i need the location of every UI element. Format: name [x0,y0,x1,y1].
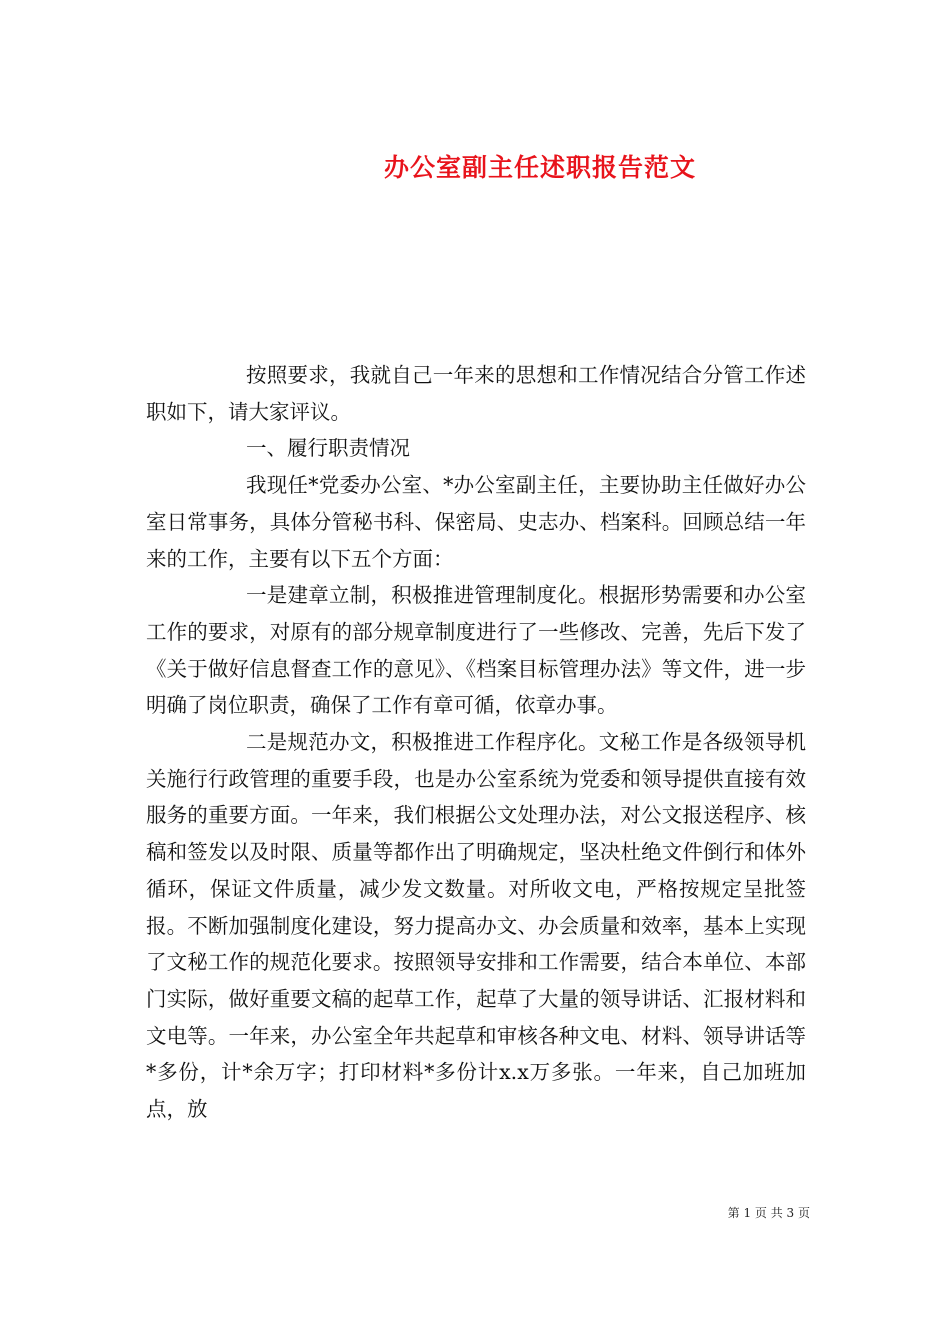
document-body [146,357,806,1128]
paragraph-standardize-documents: 二是规范办文，积极推进工作程序化。文秘工作是各级领导机关施行行政管理的重要手段，也是办公室系统为党委和领导提供直接有效服务的重要方面。一年来，我们根据公文处理办法，对公文报送程序、核稿和签发以及时限、质量等都作出了明确规定，坚决杜绝文件倒行和体外循环，保证文件质量，减少发文数量。对所收文电，严格按规定呈批签报。不断加强制度化建设，努力提高办文、办会质量和效率，基本上实现了文秘工作的规范化要求。按照领导安排和工作需要，结合本单位、本部门实际，做好重要文稿的起草工作，起草了大量的领导讲话、汇报材料和文电等。一年来，办公室全年共起草和审核各种文电、材料、领导讲话等*多份，计*余万字；打印材料*多份计x.x万多张。一年来，自己加班加点，放 [146,730,806,1122]
paragraph-rules-system: 一是建章立制，积极推进管理制度化。根据形势需要和办公室工作的要求，对原有的部分规章制度进行了一些修改、完善，先后下发了《关于做好信息督查工作的意见》、《档案目标管理办法》等文件，进一步明确了岗位职责，确保了工作有章可循，依章办事。 [146,583,806,718]
section-heading-duties: 一、履行职责情况 [246,436,410,461]
document-title: 办公室副主任述职报告范文 [383,152,696,182]
page-number-footer: 第 1 页 共 3 页 [727,1206,810,1220]
paragraph-current-role: 我现任*党委办公室、*办公室副主任，主要协助主任做好办公室日常事务，具体分管秘书科、保密局、史志办、档案科。回顾总结一年来的工作，主要有以下五个方面： [146,473,806,571]
paragraph-intro: 按照要求，我就自己一年来的思想和工作情况结合分管工作述职如下，请大家评议。 [146,363,806,424]
